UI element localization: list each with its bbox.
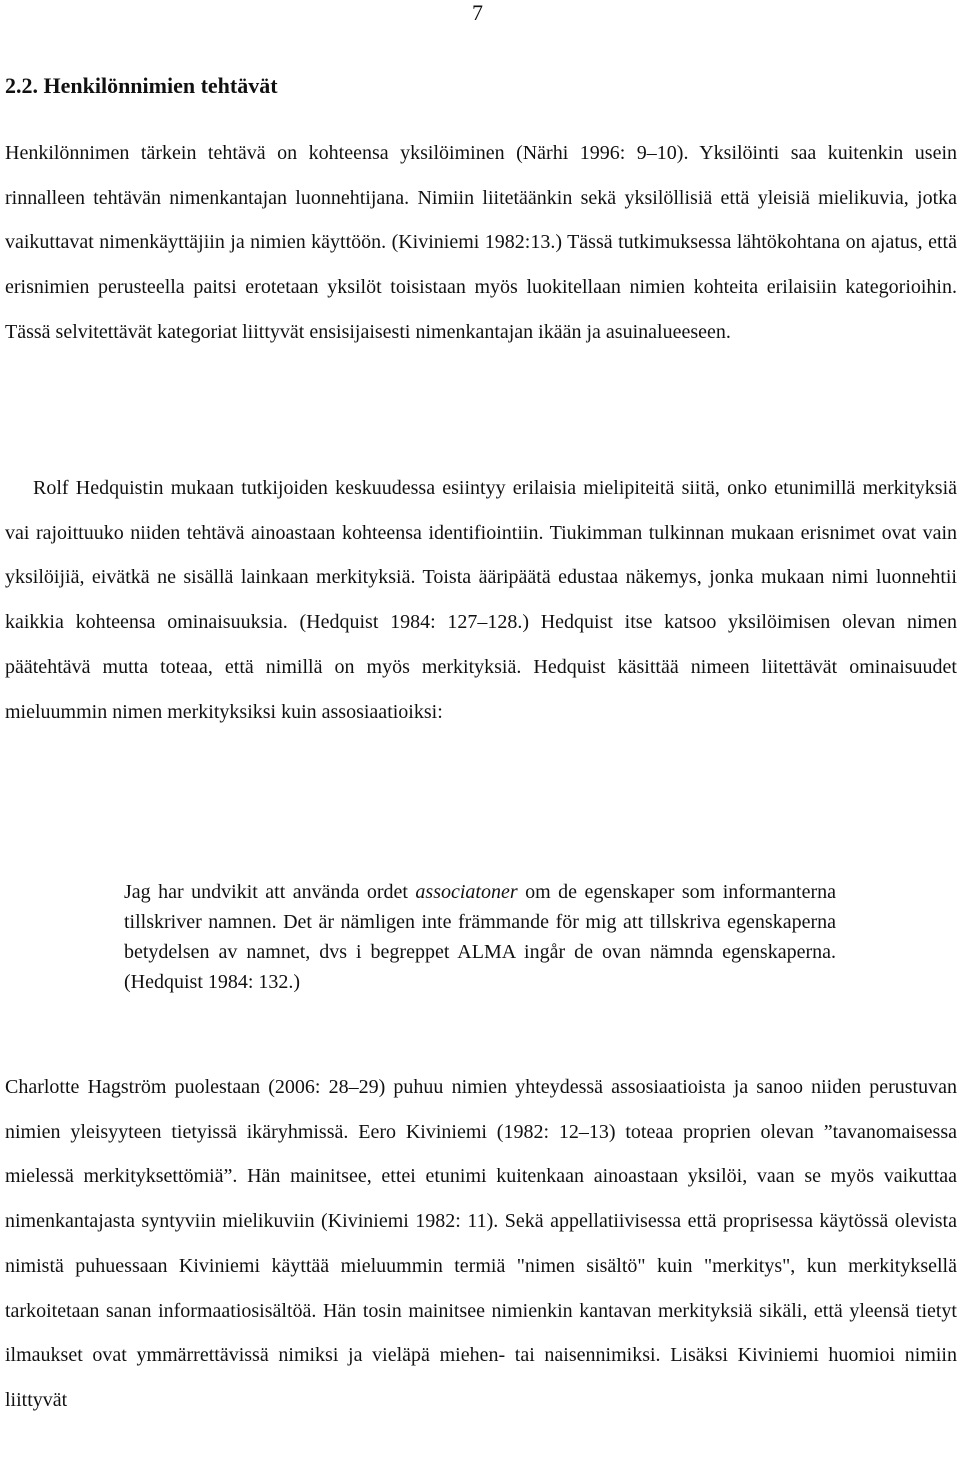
quote-emphasis: associatoner [415,881,518,903]
quote-text-after: om de egenskaper som informanterna tillskriver namnen. Det är nämligen inte främmande för mig att tillskriva egenskaperna betydelsen av namnet, dvs i begreppet ALMA ingår de ovan nämnda egenskaperna. (Hedquist 1984: 132.) [124,881,836,993]
paragraph-1: Henkilönnimen tärkein tehtävä on kohteensa yksilöiminen (Närhi 1996: 9–10). Yksilöinti saa kuitenkin usein rinnalleen tehtävän nimenkantajan luonnehtijana. Nimiin liitetäänkin sekä yksilöllisiä että yleisiä mielikuvia, jotka vaikuttavat nimenkäyttäjiin ja nimien käyttöön. (Kiviniemi 1982:13.) Tässä tutkimuksessa lähtökohtana on ajatus, että erisnimien perusteella paitsi erotetaan yksilöt toisistaan myös luokitellaan nimien kohteita erilaisiin kategorioihin. Tässä selvitettävät kategoriat liittyvät ensisijaisesti nimenkantajan ikään ja asuinalueeseen. [5,142,957,343]
paragraph-2 [5,466,957,734]
block-quote [124,877,836,997]
page-number: 7 [472,0,483,25]
section-heading: 2.2. Henkilönnimien tehtävät [5,73,278,98]
paragraph-3: Charlotte Hagström puolestaan (2006: 28–29) puhuu nimien yhteydessä assosiaatioista ja sanoo niiden perustuvan nimien yleisyyteen tietyissä ikäryhmissä. Eero Kiviniemi (1982: 12–13) toteaa proprien olevan ”tavanomaisessa mielessä merkityksettömiä”. Hän mainitsee, ettei etunimi kuitenkaan ainoastaan yksilöi, vaan se myös vaikuttaa nimenkantajasta syntyviin mielikuviin (Kiviniemi 1982: 11). Sekä appellatiivisessa että proprisessa käytössä olevista nimistä puhuessaan Kiviniemi käyttää mieluummin termiä "nimen sisältö" kuin "merkitys", kun merkityksellä tarkoitetaan sanan informaatiosisältöä. Hän tosin mainitsee nimienkin kantavan merkityksiä sikäli, että yleensä tietyt ilmaukset ovat ymmärrettävissä nimiksi ja vieläpä miehen- tai naisennimiksi. Lisäksi Kiviniemi huomioi nimiin liittyvät [5,1076,957,1411]
paragraph-2-text: Rolf Hedquistin mukaan tutkijoiden keskuudessa esiintyy erilaisia mielipiteitä siitä, onko etunimillä merkityksiä vai rajoittuuko niiden tehtävä ainoastaan kohteensa identifiointiin. Tiukimman tulkinnan mukaan erisnimet ovat vain yksilöijiä, eivätkä ne sisällä lainkaan merkityksiä. Toista ääripäätä edustaa näkemys, jonka mukaan nimi luonnehtii kaikkia kohteensa ominaisuuksia. (Hedquist 1984: 127–128.) Hedquist itse katsoo yksilöimisen olevan nimen päätehtävä mutta toteaa, että nimillä on myös merkityksiä. Hedquist käsittää nimeen liitettävät ominaisuudet mieluummin nimen merkityksiksi kuin assosiaatioiksi: [5,477,957,723]
quote-text-before: Jag har undvikit att använda ordet [124,881,416,903]
